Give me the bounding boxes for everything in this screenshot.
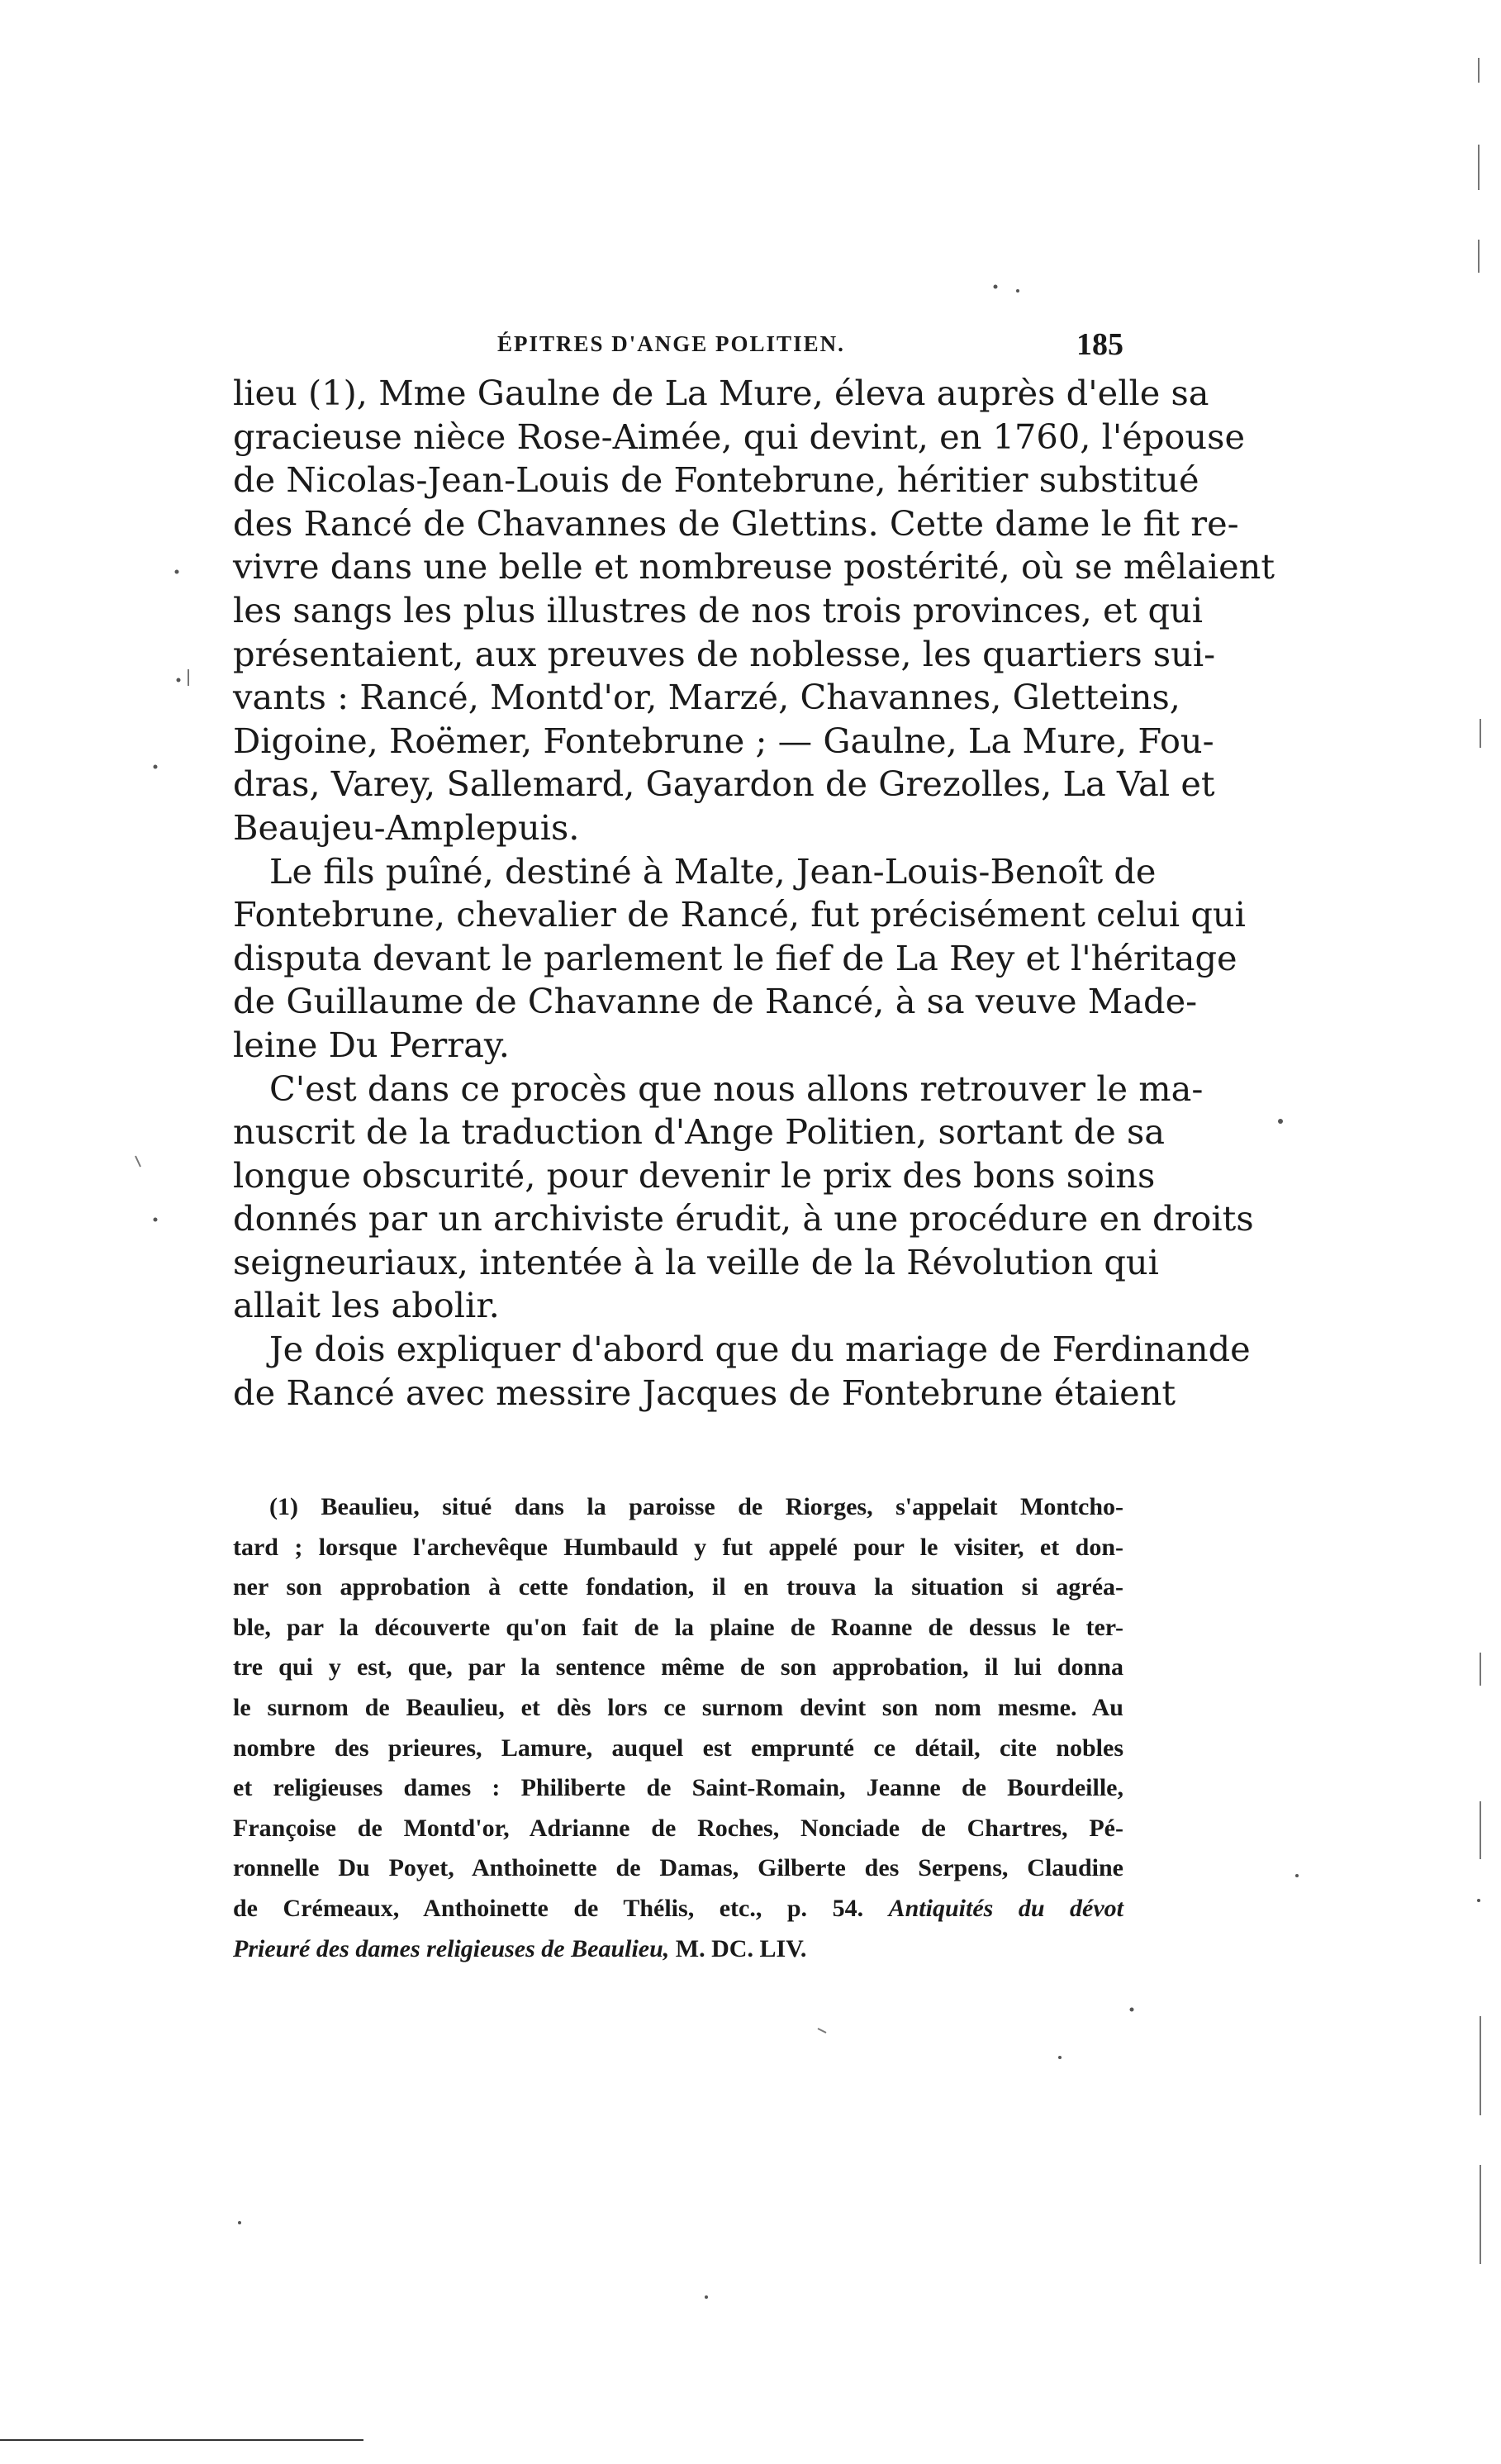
footnote-line: tard ; lorsque l'archevêque Humbauld y fut appelé pour le visiter, et don- xyxy=(233,1533,1123,1561)
footnote-line: ble, par la découverte qu'on fait de la plaine de Roanne de dessus le ter- xyxy=(233,1613,1123,1641)
body-line: longue obscurité, pour devenir le prix des bons soins xyxy=(233,1154,1156,1196)
footnote-line-with-citation xyxy=(233,1889,1123,1929)
body-line: donnés par un archiviste érudit, à une procédure en droits xyxy=(233,1198,1254,1239)
body-line: lieu (1), Mme Gaulne de La Mure, éleva auprès d'elle sa xyxy=(233,373,1209,413)
body-line: Le fils puîné, destiné à Malte, Jean-Louis-Benoît de xyxy=(269,850,1157,892)
footnote-line: (1) Beaulieu, situé dans la paroisse de Riorges, s'appelait Montcho- xyxy=(269,1493,1123,1520)
footnote xyxy=(233,1487,1123,1969)
body-line: des Rancé de Chavannes de Glettins. Cette dame le fit re- xyxy=(233,502,1239,544)
footnote-line: et religieuses dames : Philiberte de Saint-Romain, Jeanne de Bourdeille, xyxy=(233,1774,1123,1802)
body-line: Je dois expliquer d'abord que du mariage de Ferdinande xyxy=(269,1329,1251,1370)
body-line: Digoine, Roëmer, Fontebrune ; — Gaulne, La Mure, Fou- xyxy=(233,720,1214,761)
body-line: leine Du Perray. xyxy=(233,1024,510,1065)
page-header xyxy=(233,326,1123,368)
body-line: dras, Varey, Sallemard, Gayardon de Grezolles, La Val et xyxy=(233,763,1215,805)
body-line: présentaient, aux preuves de noblesse, les quartiers sui- xyxy=(233,633,1216,674)
body-line: disputa devant le parlement le fief de La Rey et l'héritage xyxy=(233,937,1237,978)
body-line: Fontebrune, chevalier de Rancé, fut précisément celui qui xyxy=(233,894,1246,935)
body-line: vants : Rancé, Montd'or, Marzé, Chavannes, Gletteins, xyxy=(233,677,1180,718)
footnote-line: tre qui y est, que, par la sentence même de son approbation, il lui donna xyxy=(233,1653,1123,1682)
footnote-line: nombre des prieures, Lamure, auquel est emprunté ce détail, cite nobles xyxy=(233,1734,1123,1762)
footnote-line: ner son approbation à cette fondation, il en trouva la situation si agréa- xyxy=(233,1573,1123,1601)
body-line: de Rancé avec messire Jacques de Fontebrune étaient xyxy=(233,1372,1176,1413)
page-number: 185 xyxy=(1076,327,1123,362)
citation-title-cont: Prieuré des dames religieuses de Beaulieu, xyxy=(233,1934,670,1962)
body-line: Beaujeu-Amplepuis. xyxy=(233,806,580,848)
footnote-line: ronnelle Du Poyet, Anthoinette de Damas, Gilberte des Serpens, Claudine xyxy=(233,1854,1123,1882)
body-line: de Nicolas-Jean-Louis de Fontebrune, héritier substitué xyxy=(233,459,1199,501)
footnote-text: de Crémeaux, Anthoinette de Thélis, etc., p. 54. xyxy=(233,1894,864,1922)
body-line: gracieuse nièce Rose-Aimée, qui devint, en 1760, l'épouse xyxy=(233,416,1245,457)
footnote-line: le surnom de Beaulieu, et dès lors ce surnom devint son nom mesme. Au xyxy=(233,1693,1123,1721)
running-title: ÉPITRES D'ANGE POLITIEN. xyxy=(497,331,845,356)
body-line: C'est dans ce procès que nous allons retrouver le ma- xyxy=(269,1068,1204,1109)
body-line: vivre dans une belle et nombreuse postérité, où se mêlaient xyxy=(233,546,1275,587)
body-text xyxy=(233,372,1275,1415)
body-line: seigneuriaux, intentée à la veille de la Révolution qui xyxy=(233,1241,1159,1282)
body-line: nuscrit de la traduction d'Ange Politien, sortant de sa xyxy=(233,1111,1166,1153)
footnote-line: Françoise de Montd'or, Adrianne de Roches, Nonciade de Chartres, Pé- xyxy=(233,1814,1123,1842)
bottom-rule xyxy=(0,2439,363,2441)
body-line: allait les abolir. xyxy=(233,1285,500,1326)
footnote-line-citation xyxy=(233,1929,1123,1970)
citation-title: Antiquités du dévot xyxy=(888,1894,1124,1922)
body-line: de Guillaume de Chavanne de Rancé, à sa veuve Made- xyxy=(233,981,1198,1022)
body-line: les sangs les plus illustres de nos trois provinces, et qui xyxy=(233,589,1204,630)
citation-date: M. DC. LIV. xyxy=(675,1934,807,1962)
